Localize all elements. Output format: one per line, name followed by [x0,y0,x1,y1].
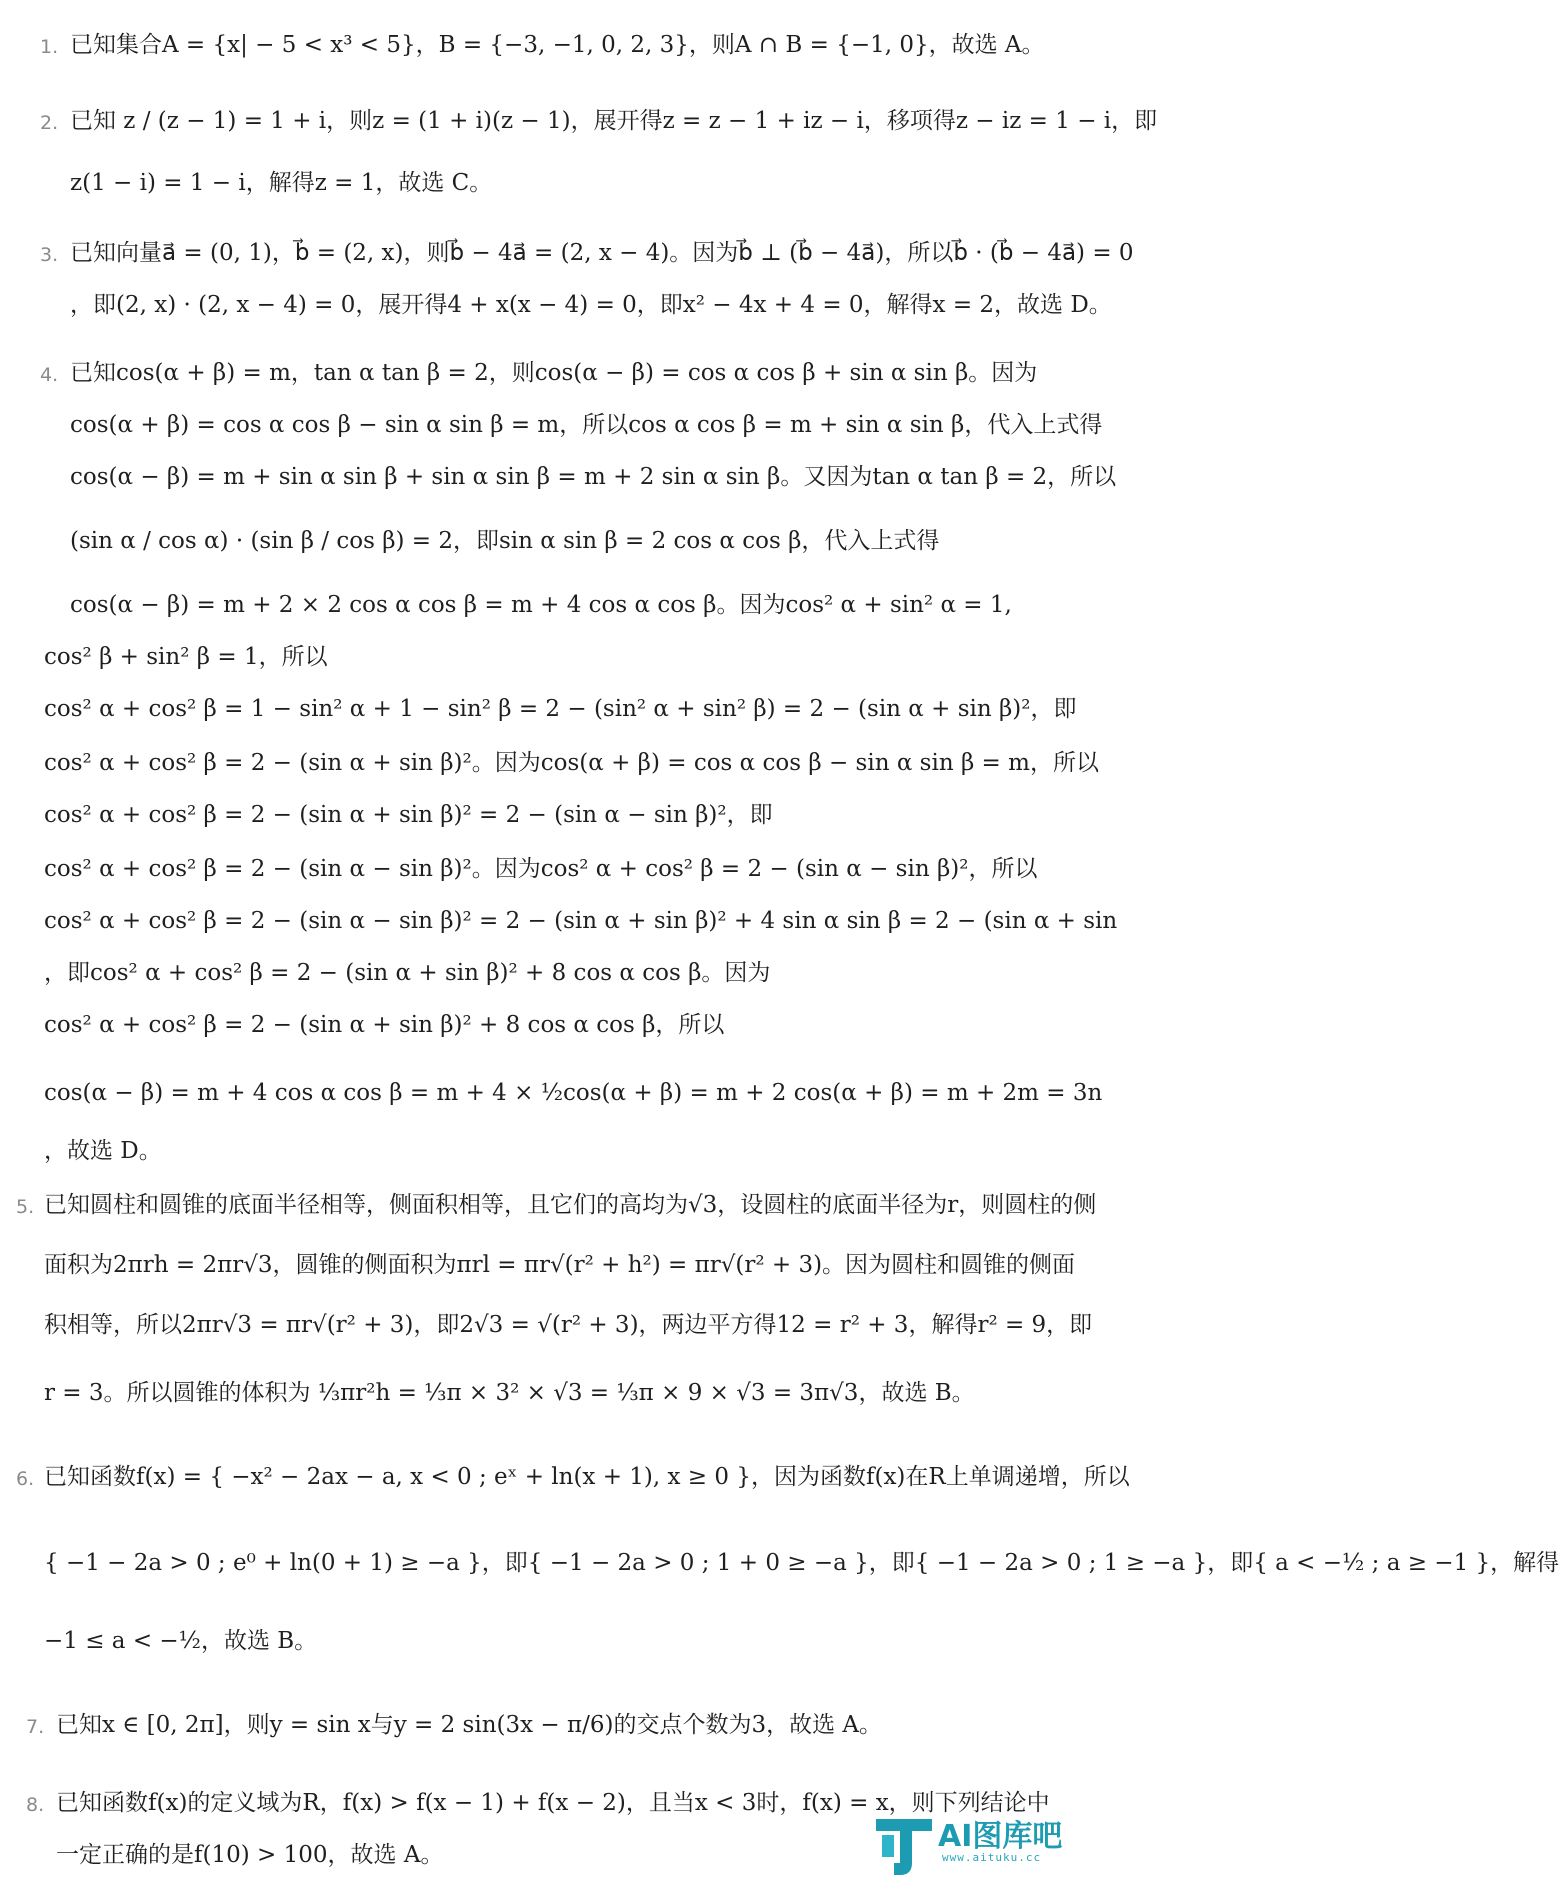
item-4-line-15: ，故选 D。 [44,1138,162,1164]
item-number: 8. [26,1794,45,1816]
item-number: 5. [16,1196,35,1218]
item-6-line-1: 已知函数f(x) = { −x² − 2ax − a, x < 0 ; eˣ + ln(x + 1), x ≥ 0 }，因为函数f(x)在R上单调递增，所以 [44,1464,1130,1490]
watermark-logo [872,1809,1062,1887]
item-8-line-2: 一定正确的是f(10) > 100，故选 A。 [56,1842,444,1868]
item-4-line-2: cos(α + β) = cos α cos β − sin α sin β = m，所以cos α cos β = m + sin α sin β，代入上式得 [70,412,1103,438]
item-4-line-1: 已知cos(α + β) = m，tan α tan β = 2，则cos(α − β) = cos α cos β + sin α sin β。因为 [70,360,1038,386]
item-4-line-9: cos² α + cos² β = 2 − (sin α + sin β)² = 2 − (sin α − sin β)²，即 [44,802,773,828]
item-number: 4. [40,364,59,386]
item-3-line-2: ，即(2, x) · (2, x − 4) = 0，展开得4 + x(x − 4) = 0，即x² − 4x + 4 = 0，解得x = 2，故选 D。 [70,292,1112,318]
watermark-title: AI图库吧 [938,1819,1063,1854]
item-number: 7. [26,1716,45,1738]
item-4-line-7: cos² α + cos² β = 1 − sin² α + 1 − sin² β = 2 − (sin² α + sin² β) = 2 − (sin α + sin β)²，即 [44,696,1077,722]
item-3-line-1: 已知向量a⃗ = (0, 1)，b⃗ = (2, x)，则b⃗ − 4a⃗ = (2, x − 4)。因为b⃗ ⊥ (b⃗ − 4a⃗)，所以b⃗ · (b⃗ − 4a⃗) = 0 [70,240,1134,266]
watermark-url: www.aituku.cc [942,1851,1042,1864]
logo-icon [872,1813,936,1879]
item-4-line-12: ，即cos² α + cos² β = 2 − (sin α + sin β)² + 8 cos α cos β。因为 [44,960,771,986]
item-6-line-3: −1 ≤ a < −½，故选 B。 [44,1628,318,1654]
item-5-line-4: r = 3。所以圆锥的体积为 ⅓πr²h = ⅓π × 3² × √3 = ⅓π × 9 × √3 = 3π√3，故选 B。 [44,1380,975,1406]
item-4-line-3: cos(α − β) = m + sin α sin β + sin α sin β = m + 2 sin α sin β。又因为tan α tan β = 2，所以 [70,464,1117,490]
item-4-line-5: cos(α − β) = m + 2 × 2 cos α cos β = m + 4 cos α cos β。因为cos² α + sin² α = 1, [70,592,1012,618]
item-4-line-10: cos² α + cos² β = 2 − (sin α − sin β)²。因为cos² α + cos² β = 2 − (sin α − sin β)²，所以 [44,856,1038,882]
item-4-line-8: cos² α + cos² β = 2 − (sin α + sin β)²。因为cos(α + β) = cos α cos β − sin α sin β = m，所以 [44,750,1099,776]
item-2-line-2: z(1 − i) = 1 − i，解得z = 1，故选 C。 [70,170,493,196]
item-4-line-13: cos² α + cos² β = 2 − (sin α + sin β)² + 8 cos α cos β，所以 [44,1012,725,1038]
item-5-line-1: 已知圆柱和圆锥的底面半径相等，侧面积相等，且它们的高均为√3，设圆柱的底面半径为r，则圆柱的侧 [44,1192,1097,1218]
item-4-line-4: (sin α / cos α) · (sin β / cos β) = 2，即sin α sin β = 2 cos α cos β，代入上式得 [70,528,940,554]
item-5-line-2: 面积为2πrh = 2πr√3，圆锥的侧面积为πrl = πr√(r² + h²) = πr√(r² + 3)。因为圆柱和圆锥的侧面 [44,1252,1076,1278]
item-4-line-14: cos(α − β) = m + 4 cos α cos β = m + 4 × ½cos(α + β) = m + 2 cos(α + β) = m + 2m = 3n [44,1080,1103,1106]
item-number: 3. [40,244,59,266]
item-8-line-1: 已知函数f(x)的定义域为R，f(x) > f(x − 1) + f(x − 2)，且当x < 3时，f(x) = x，则下列结论中 [56,1790,1050,1816]
item-number: 2. [40,112,59,134]
item-number: 6. [16,1468,35,1490]
item-2-line-1: 已知 z / (z − 1) = 1 + i，则z = (1 + i)(z − 1)，展开得z = z − 1 + iz − i，移项得z − iz = 1 − i，即 [70,108,1158,134]
item-6-line-2: { −1 − 2a > 0 ; e⁰ + ln(0 + 1) ≥ −a }，即{ −1 − 2a > 0 ; 1 + 0 ≥ −a }，即{ −1 − 2a > 0 ; 1 ≥ −a }，即{ a < −½ ; a ≥ −1 }，解得 [44,1550,1559,1576]
item-7-line-1: 已知x ∈ [0, 2π]，则y = sin x与y = 2 sin(3x − π/6)的交点个数为3，故选 A。 [56,1712,883,1738]
item-number: 1. [40,36,59,58]
item-1-line-1: 已知集合A = {x| − 5 < x³ < 5}，B = {−3, −1, 0, 2, 3}，则A ∩ B = {−1, 0}，故选 A。 [70,32,1045,58]
item-4-line-6: cos² β + sin² β = 1，所以 [44,644,328,670]
item-4-line-11: cos² α + cos² β = 2 − (sin α − sin β)² = 2 − (sin α + sin β)² + 4 sin α sin β = 2 − (sin α + sin [44,908,1118,934]
item-5-line-3: 积相等，所以2πr√3 = πr√(r² + 3)，即2√3 = √(r² + 3)，两边平方得12 = r² + 3，解得r² = 9，即 [44,1312,1093,1338]
